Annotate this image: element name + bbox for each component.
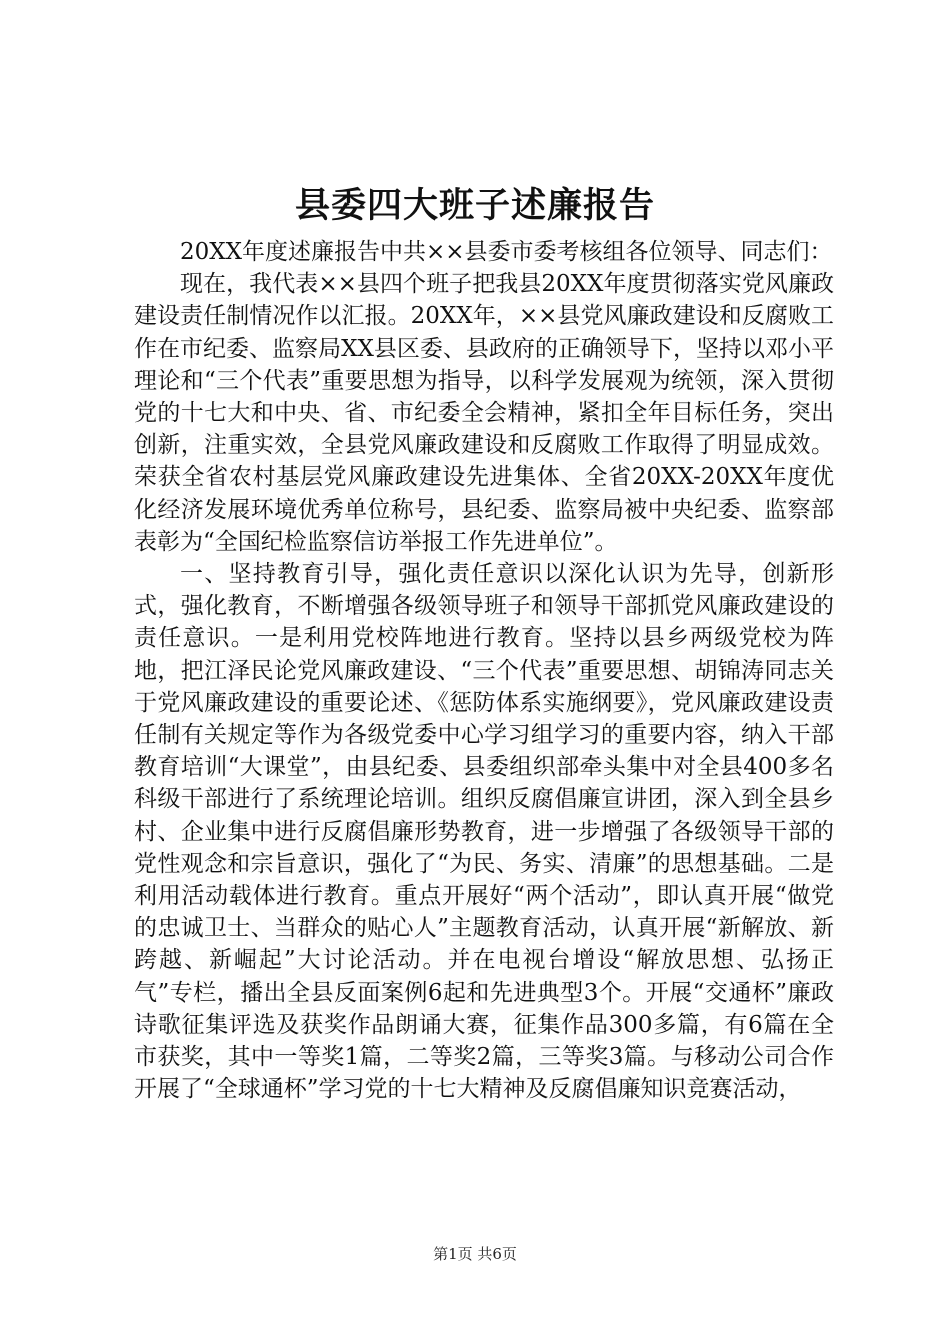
paragraph-salutation: 20XX年度述廉报告中共××县委市委考核组各位领导、同志们： [180, 239, 833, 265]
page-footer: 第1页 共6页 [433, 1245, 517, 1263]
paragraph-intro: 现在，我代表××县四个班子把我县20XX年度贯彻落实党风廉政建设责任制情况作以汇报。20XX年，××县党风廉政建设和反腐败工作在市纪委、监察局XX县区委、县政府的正确领导下，坚持以邓小平理论和“三个代表”重要思想为指导，以科学发展观为统领，深入贯彻党的十七大和中央、省、市纪委全会精神，紧扣全年目标任务，突出创新，注重实效，全县党风廉政建设和反腐败工作取得了明显成效。荣获全省农村基层党风廉政建设先进集体、全省20XX-20XX年度优化经济发展环境优秀单位称号，县纪委、监察局被中央纪委、监察部表彰为“全国纪检监察信访举报工作先进单位”。 [134, 271, 834, 555]
document-body [134, 236, 834, 1105]
document-title: 县委四大班子述廉报告 [294, 185, 655, 226]
paragraph-section-one: 一、坚持教育引导，强化责任意识以深化认识为先导，创新形式，强化教育，不断增强各级领导班子和领导干部抓党风廉政建设的责任意识。一是利用党校阵地进行教育。坚持以县乡两级党校为阵地，把江泽民论党风廉政建设、“三个代表”重要思想、胡锦涛同志关于党风廉政建设的重要论述、《惩防体系实施纲要》，党风廉政建设责任制有关规定等作为各级党委中心学习组学习的重要内容，纳入干部教育培训“大课堂”，由县纪委、县委组织部牵头集中对全县400多名科级干部进行了系统理论培训。组织反腐倡廉宣讲团，深入到全县乡村、企业集中进行反腐倡廉形势教育，进一步增强了各级领导干部的党性观念和宗旨意识，强化了“为民、务实、清廉”的思想基础。二是利用活动载体进行教育。重点开展好“两个活动”，即认真开展“做党的忠诚卫士、当群众的贴心人”主题教育活动，认真开展“新解放、新跨越、新崛起”大讨论活动。并在电视台增设“解放思想、弘扬正气”专栏，播出全县反面案例6起和先进典型3个。开展“交通杯”廉政诗歌征集评选及获奖作品朗诵大赛，征集作品300多篇，有6篇在全市获奖，其中一等奖1篇，二等奖2篇，三等奖3篇。与移动公司合作开展了“全球通杯”学习党的十七大精神及反腐倡廉知识竞赛活动， [134, 561, 834, 1103]
